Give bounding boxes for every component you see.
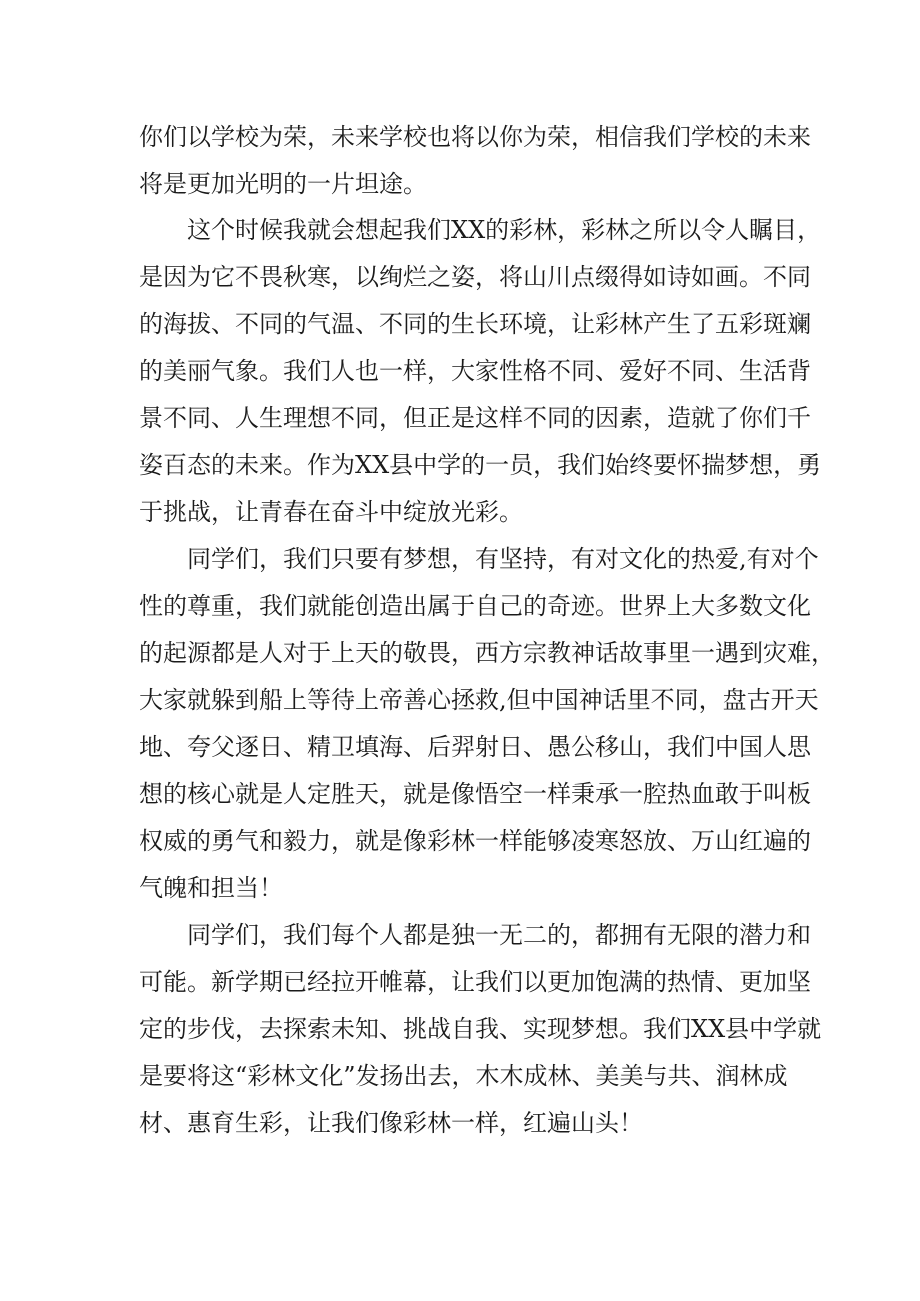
text-line-22: 材、惠育生彩，让我们像彩林一样，红遍山头！ (139, 1109, 643, 1137)
text-line-7: 景不同、人生理想不同，但正是这样不同的因素，造就了你们千 (139, 404, 811, 432)
text-line-16: 权威的勇气和毅力，就是像彩林一样能够凌寒怒放、万山红遍的 (139, 827, 811, 855)
text-line-17: 气魄和担当！ (139, 874, 283, 902)
text-line-14: 地、夸父逐日、精卫填海、后羿射日、愚公移山，我们中国人思 (139, 733, 811, 761)
text-line-19: 可能。新学期已经拉开帷幕，让我们以更加饱满的热情、更加坚 (139, 968, 811, 996)
text-line-18: 同学们，我们每个人都是独一无二的，都拥有无限的潜力和 (187, 921, 811, 949)
text-line-4: 是因为它不畏秋寒，以绚烂之姿，将山川点缀得如诗如画。不同 (139, 263, 811, 291)
text-line-1: 你们以学校为荣，未来学校也将以你为荣，相信我们学校的未来 (139, 123, 811, 151)
text-line-5: 的海拔、不同的气温、不同的生长环境，让彩林产生了五彩斑斓 (139, 310, 811, 338)
text-line-2: 将是更加光明的一片坦途。 (139, 170, 427, 198)
text-line-15: 想的核心就是人定胜天，就是像悟空一样秉承一腔热血敢于叫板 (139, 780, 811, 808)
text-line-21: 是要将这“彩林文化”发扬出去，木木成林、美美与共、润林成 (139, 1062, 788, 1090)
text-line-11: 性的尊重，我们就能创造出属于自己的奇迹。世界上大多数文化 (139, 592, 811, 620)
text-line-12: 的起源都是人对于上天的敬畏，西方宗教神话故事里一遇到灾难， (139, 639, 835, 667)
text-line-10: 同学们，我们只要有梦想，有坚持，有对文化的热爱,有对个 (187, 545, 819, 573)
text-line-13: 大家就躲到船上等待上帝善心拯救,但中国神话里不同，盘古开天 (139, 686, 819, 714)
text-line-8: 姿百态的未来。作为XX县中学的一员，我们始终要怀揣梦想，勇 (139, 451, 822, 479)
text-line-3: 这个时候我就会想起我们XX的彩林，彩林之所以令人瞩目， (187, 216, 822, 244)
text-line-9: 于挑战，让青春在奋斗中绽放光彩。 (139, 498, 523, 526)
text-line-6: 的美丽气象。我们人也一样，大家性格不同、爱好不同、生活背 (139, 357, 811, 385)
text-line-20: 定的步伐，去探索未知、挑战自我、实现梦想。我们XX县中学就 (139, 1015, 822, 1043)
